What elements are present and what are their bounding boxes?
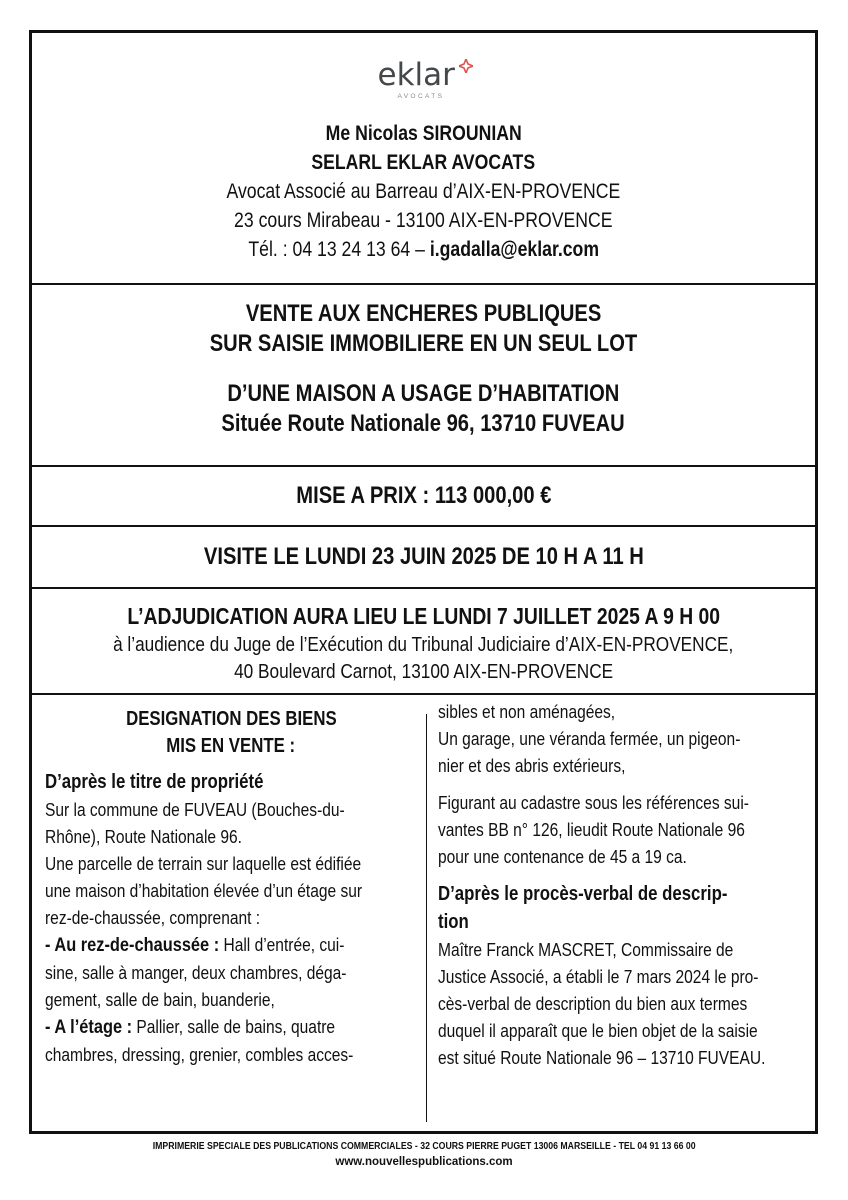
subtitle-title-deed: D’après le titre de propriété (45, 771, 264, 793)
notice-frame (29, 30, 818, 1134)
right-para-1-line-2: Un garage, une véranda fermée, un pigeon- (438, 728, 741, 749)
rdc-line-2: sine, salle à manger, deux chambres, déga- (45, 962, 347, 983)
divider (32, 693, 815, 695)
subtitle-pv-1: D’après le procès-verbal de descrip- (438, 883, 728, 905)
printer-website-text[interactable]: www.nouvellespublications.com (335, 1156, 513, 1168)
divider (32, 587, 815, 589)
subtitle-pv-2: tion (438, 911, 469, 933)
designation-title-2: MIS EN VENTE : (166, 735, 296, 757)
lawyer-role: Avocat Associé au Barreau d’AIX-EN-PROVENCE (226, 180, 621, 203)
cadastre-line-3: pour une contenance de 45 a 19 ca. (438, 846, 687, 867)
printer-website[interactable] (0, 1156, 848, 1168)
email-link[interactable]: i.gadalla@eklar.com (429, 238, 599, 261)
sale-title-block (32, 299, 815, 439)
left-column (45, 706, 417, 1068)
logo-diamond-icon (459, 59, 473, 73)
rdc-line-3: gement, salle de bain, buanderie, (45, 989, 275, 1010)
adjudication-address: 40 Boulevard Carnot, 13100 AIX-EN-PROVENCE (233, 660, 614, 683)
etage-line-2: chambres, dressing, grenier, combles acces- (45, 1044, 354, 1065)
firm-name: SELARL EKLAR AVOCATS (311, 151, 536, 174)
adjudication-court: à l’audience du Juge de l’Exécution du Tribunal Judiciaire d’AIX-EN-PROVENCE, (113, 633, 734, 656)
logo-word: eklar (377, 57, 455, 93)
sale-line-4: Située Route Nationale 96, 13710 FUVEAU (221, 410, 626, 437)
visit-block (32, 542, 815, 572)
para-1-line-1: Sur la commune de FUVEAU (Bouches-du- (45, 799, 345, 820)
logo-area (32, 55, 815, 112)
column-separator (426, 714, 427, 1122)
logo-subtitle: AVOCATS (397, 93, 445, 100)
rdc-text: Hall d’entrée, cui- (223, 934, 345, 955)
adjudication-block (32, 601, 815, 685)
pv-line-5: est situé Route Nationale 96 – 13710 FUVEAU. (438, 1047, 766, 1068)
para-1-line-2: Rhône), Route Nationale 96. (45, 826, 242, 847)
para-2-line-1: Une parcelle de terrain sur laquelle est édifiée (45, 853, 362, 874)
para-2-line-3: rez-de-chaussée, comprenant : (45, 907, 261, 928)
divider (32, 525, 815, 527)
firm-address: 23 cours Mirabeau - 13100 AIX-EN-PROVENCE (234, 209, 613, 232)
cadastre-line-2: vantes BB n° 126, lieudit Route Nationale 96 (438, 819, 745, 840)
etage-label: - A l’étage : (45, 1016, 133, 1038)
rdc-line-1 (45, 931, 344, 959)
price-block (32, 481, 815, 511)
phone: Tél. : 04 13 24 13 64 – (248, 238, 425, 261)
pv-line-3: cès-verbal de description du bien aux termes (438, 993, 748, 1014)
etage-text: Pallier, salle de bains, quatre (136, 1016, 336, 1037)
contact-line (248, 235, 599, 264)
right-column (438, 701, 807, 1071)
adjudication-title: L’ADJUDICATION AURA LIEU LE LUNDI 7 JUILLET 2025 A 9 H 00 (127, 603, 720, 629)
right-para-1-line-1: sibles et non aménagées, (438, 701, 616, 722)
pv-line-1: Maître Franck MASCRET, Commissaire de (438, 939, 734, 960)
designation-title-1: DESIGNATION DES BIENS (125, 708, 337, 730)
sale-line-2: SUR SAISIE IMMOBILIERE EN UN SEUL LOT (209, 330, 638, 357)
para-2-line-2: une maison d’habitation élevée d’un étage sur (45, 880, 363, 901)
description-columns (32, 701, 815, 1126)
printer-info (0, 1141, 848, 1152)
cadastre-line-1: Figurant au cadastre sous les références sui- (438, 792, 749, 813)
starting-price: MISE A PRIX : 113 000,00 € (295, 482, 552, 509)
lawyer-name: Me Nicolas SIROUNIAN (325, 122, 522, 145)
sale-line-3: D’UNE MAISON A USAGE D’HABITATION (227, 380, 620, 407)
divider (32, 465, 815, 467)
pv-line-4: duquel il apparaît que le bien objet de la saisie (438, 1020, 758, 1041)
visit-date: VISITE LE LUNDI 23 JUIN 2025 DE 10 H A 11 H (203, 543, 644, 570)
pv-line-2: Justice Associé, a établi le 7 mars 2024 le pro- (438, 966, 759, 987)
right-para-1-line-3: nier et des abris extérieurs, (438, 755, 626, 776)
lawyer-block (32, 119, 815, 264)
divider (32, 283, 815, 285)
eklar-logo (364, 55, 484, 107)
rdc-label: - Au rez-de-chaussée : (45, 934, 220, 956)
sale-line-1: VENTE AUX ENCHERES PUBLIQUES (245, 300, 602, 327)
etage-line-1 (45, 1013, 335, 1041)
printer-info-text: IMPRIMERIE SPECIALE DES PUBLICATIONS COMMERCIALES - 32 COURS PIERRE PUGET 13006 MARSEILLE - TEL 04 91 13 66 00 (152, 1141, 696, 1152)
